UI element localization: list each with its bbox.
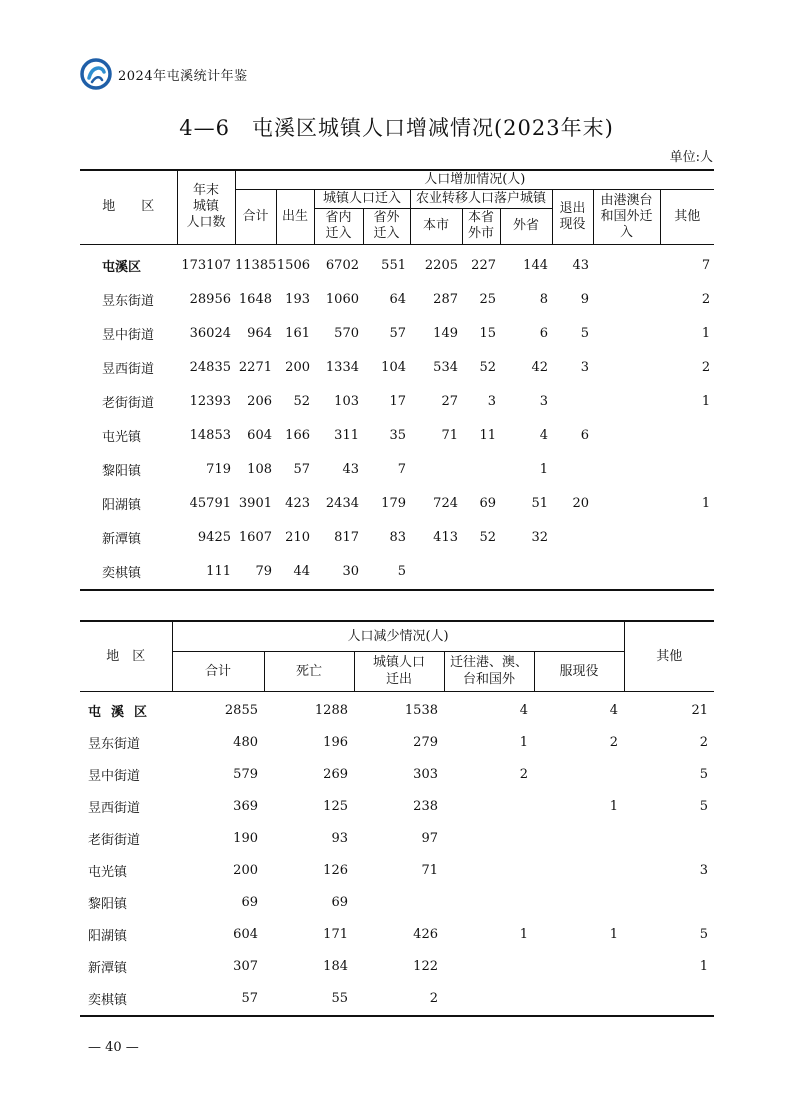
table-row [80,791,714,823]
table-cell: 108 [247,462,272,477]
region-name: 昱中街道 [88,769,141,784]
table-row [80,453,714,487]
table-cell [593,385,660,419]
table-row [80,283,714,317]
table-cell: 3 [699,863,709,878]
table-cell: 103 [334,394,359,409]
table-cell: 1 [701,394,711,409]
table-row [80,919,714,951]
table-cell [444,983,534,1016]
region-name: 屯光镇 [102,430,142,445]
table-cell: 200 [285,360,310,375]
table-cell [444,791,534,823]
table-cell [593,453,660,487]
header-region: 地 区 [80,621,172,691]
table-cell: 9 [580,292,589,307]
header-other-province: 外省 [500,208,552,244]
header-decrease-group: 人口减少情况(人) [172,621,624,651]
header-in-province: 省内 迁入 [314,208,363,244]
table-cell: 570 [334,326,359,341]
table-cell: 55 [331,991,348,1006]
header-death: 死亡 [264,651,354,691]
region-name: 老街街道 [88,833,141,848]
table-cell: 11385 [235,258,277,273]
table-cell: 724 [433,496,458,511]
table-cell: 71 [421,863,438,878]
header-to-hk-macao-tw-abroad: 迁往港、澳、 台和国外 [444,651,534,691]
header-year-end-population: 年末 城镇 人口数 [177,170,235,244]
table-row [80,487,714,521]
table-row [80,419,714,453]
table-cell: 36024 [189,326,231,341]
region-name: 奕棋镇 [88,993,128,1008]
table-cell: 2855 [224,703,258,718]
table-cell [462,453,500,487]
table-cell [462,555,500,590]
region-name: 昱东街道 [102,294,155,309]
table-cell: 14853 [189,428,231,443]
table-cell: 83 [389,530,406,545]
header-increase-group: 人口增加情况(人) [235,170,714,189]
table-cell: 2 [701,292,711,307]
table-cell [410,555,462,590]
table-row [80,555,714,590]
table-cell: 32 [531,530,548,545]
table-cell: 6 [580,428,589,443]
header-urban-out: 城镇人口 迁出 [354,651,444,691]
table-cell: 413 [433,530,458,545]
table-cell [624,823,714,855]
table-cell: 1 [539,462,548,477]
table-cell: 1506 [276,258,310,273]
table-cell: 69 [331,895,348,910]
running-header [80,58,380,90]
region-name: 黎阳镇 [88,897,128,912]
table-cell: 8 [539,292,548,307]
table-cell [593,283,660,317]
table-cell: 2 [519,767,528,782]
table-cell: 369 [233,799,258,814]
table-cell: 3 [487,394,496,409]
header-other: 其他 [660,189,714,244]
table-cell [534,855,624,887]
header-retired-service: 退出 现役 [552,189,593,244]
table-cell: 964 [247,326,272,341]
table-cell: 2 [699,735,709,750]
table-cell: 97 [421,831,438,846]
table-cell: 5 [580,326,589,341]
table-cell: 1 [701,496,711,511]
yearbook-title: 2024年屯溪统计年鉴 [118,69,248,84]
table-cell: 179 [381,496,406,511]
table-cell: 57 [241,991,258,1006]
region-name: 昱西街道 [88,801,141,816]
table-row [80,521,714,555]
header-agri-transfer-group: 农业转移人口落户城镇 [410,189,552,208]
table-cell: 287 [433,292,458,307]
table-cell: 64 [389,292,406,307]
table-cell: 9425 [197,530,231,545]
table-cell [444,951,534,983]
table-cell: 1538 [404,703,438,718]
table-cell [593,317,660,351]
table-cell: 196 [323,735,348,750]
table-cell: 24835 [189,360,231,375]
table-cell: 238 [413,799,438,814]
table-row [80,385,714,419]
table-cell: 206 [247,394,272,409]
table-cell: 1 [519,927,528,942]
table-cell: 28956 [189,292,231,307]
region-name: 昱西街道 [102,362,155,377]
table-cell: 1334 [325,360,359,375]
table-cell [660,453,714,487]
header-this-province-other-city: 本省 外市 [462,208,500,244]
table-cell: 27 [441,394,458,409]
table-cell [444,855,534,887]
table-cell: 43 [342,462,359,477]
table-cell: 190 [233,831,258,846]
table-cell [660,521,714,555]
table-cell: 149 [433,326,458,341]
table-cell: 4 [609,703,619,718]
table-cell: 21 [691,703,709,718]
region-name: 阳湖镇 [88,929,128,944]
table-cell [534,983,624,1016]
table-cell: 111 [206,564,231,579]
unit-label: 单位:人 [669,150,713,165]
table-cell [534,823,624,855]
table-cell: 604 [233,927,258,942]
table-cell: 69 [479,496,496,511]
table-cell: 52 [293,394,310,409]
table-cell: 480 [233,735,258,750]
table-cell [660,419,714,453]
table-cell: 7 [397,462,406,477]
table-cell [552,453,593,487]
table-cell [552,521,593,555]
table-cell: 817 [334,530,359,545]
page-title: 4—6 屯溪区城镇人口增减情况(2023年末) [179,116,614,140]
table-cell: 193 [285,292,310,307]
table-cell: 551 [381,258,406,273]
region-name: 昱中街道 [102,328,155,343]
table-cell [660,555,714,590]
table-row [80,887,714,919]
table-cell [534,887,624,919]
header-urban-in-group: 城镇人口迁入 [314,189,410,208]
table-cell [593,521,660,555]
table-cell: 2 [701,360,711,375]
table-cell: 4 [539,428,548,443]
table-cell [593,555,660,590]
table-cell: 5 [699,799,709,814]
table-cell: 45791 [189,496,231,511]
table-cell: 25 [479,292,496,307]
table-cell: 35 [389,428,406,443]
table-cell: 2 [609,735,619,750]
table-cell: 5 [397,564,406,579]
table-row [80,727,714,759]
table-cell: 2 [429,991,438,1006]
region-name: 屯溪区 [88,705,158,720]
table-cell: 51 [531,496,548,511]
table-cell [624,983,714,1016]
region-name: 黎阳镇 [102,464,142,479]
table-cell [444,823,534,855]
table-cell: 604 [247,428,272,443]
table-cell: 5 [699,927,709,942]
table-cell: 3901 [238,496,272,511]
table-cell: 1288 [314,703,348,718]
region-name: 阳湖镇 [102,498,142,513]
table-cell: 307 [233,959,258,974]
header-this-city: 本市 [410,208,462,244]
region-name: 新潭镇 [102,532,142,547]
table-cell: 7 [701,258,711,273]
header-birth: 出生 [276,189,314,244]
table-cell: 1 [701,326,711,341]
region-name: 屯光镇 [88,865,128,880]
table-cell: 1648 [238,292,272,307]
table-cell: 200 [233,863,258,878]
table-cell [410,453,462,487]
table-row [80,855,714,887]
header-from-hk-macao-tw-abroad: 由港澳台 和国外迁 入 [593,189,660,244]
region-name: 奕棋镇 [102,566,142,581]
table-cell: 426 [413,927,438,942]
table-row [80,691,714,727]
table-row [80,823,714,855]
table-cell [534,951,624,983]
table-cell: 534 [433,360,458,375]
table-row [80,351,714,385]
table-cell: 57 [389,326,406,341]
table-cell: 69 [241,895,258,910]
header-service: 服现役 [534,651,624,691]
header-total: 合计 [172,651,264,691]
table-cell: 144 [523,258,548,273]
table-cell: 2205 [424,258,458,273]
table-cell: 126 [323,863,348,878]
table-cell: 171 [323,927,348,942]
table-cell: 1607 [238,530,272,545]
table-cell: 52 [479,530,496,545]
table-cell: 2271 [238,360,272,375]
table-cell: 579 [233,767,258,782]
table-cell: 303 [413,767,438,782]
table-cell: 122 [413,959,438,974]
table-cell: 166 [285,428,310,443]
table-cell: 423 [285,496,310,511]
table-cell: 719 [206,462,231,477]
table-cell: 104 [381,360,406,375]
table-cell [593,487,660,521]
yearbook-logo-icon [80,58,112,90]
table-cell [552,385,593,419]
table-cell: 43 [572,258,589,273]
table-cell: 42 [531,360,548,375]
region-name: 老街街道 [102,396,155,411]
table-cell: 184 [323,959,348,974]
table-cell: 44 [293,564,310,579]
header-region: 地 区 [80,170,177,244]
table-cell: 125 [323,799,348,814]
table-cell [534,759,624,791]
table-cell: 279 [413,735,438,750]
region-name: 昱东街道 [88,737,141,752]
table-row [80,951,714,983]
table-cell: 161 [285,326,310,341]
table-cell [624,887,714,919]
table-cell [593,244,660,283]
population-increase-table [80,169,714,591]
header-out-province: 省外 迁入 [363,208,410,244]
table-cell [444,887,534,919]
table-cell [593,419,660,453]
header-total: 合计 [235,189,276,244]
table-cell: 173107 [181,258,231,273]
table-cell: 210 [285,530,310,545]
region-name: 屯溪区 [102,260,142,275]
table-cell: 52 [479,360,496,375]
table-cell: 269 [323,767,348,782]
table-cell: 5 [699,767,709,782]
table-cell: 3 [539,394,548,409]
region-name: 新潭镇 [88,961,128,976]
table-row [80,983,714,1016]
population-decrease-table [80,620,714,1017]
table-cell: 93 [331,831,348,846]
table-cell: 4 [519,703,528,718]
table-cell: 71 [441,428,458,443]
table-cell: 1060 [325,292,359,307]
table-cell: 11 [479,428,496,443]
header-other: 其他 [624,621,714,691]
table-cell: 227 [471,258,496,273]
table-cell: 3 [580,360,589,375]
table-row [80,759,714,791]
table-cell: 12393 [189,394,231,409]
table-cell: 6702 [325,258,359,273]
table-cell: 1 [609,799,619,814]
table-cell: 2434 [325,496,359,511]
table-cell: 6 [539,326,548,341]
table-cell: 15 [479,326,496,341]
table-cell [354,887,444,919]
table-cell: 1 [519,735,528,750]
table-row [80,244,714,283]
page-number: — 40 — [88,1040,139,1055]
table-cell [500,555,552,590]
table-cell: 20 [572,496,589,511]
table-cell [593,351,660,385]
table-cell: 17 [389,394,406,409]
table-row [80,317,714,351]
table-cell: 1 [609,927,619,942]
table-cell: 57 [293,462,310,477]
table-cell: 1 [699,959,709,974]
table-cell: 30 [342,564,359,579]
table-cell: 79 [255,564,272,579]
table-cell: 311 [334,428,359,443]
table-cell [552,555,593,590]
